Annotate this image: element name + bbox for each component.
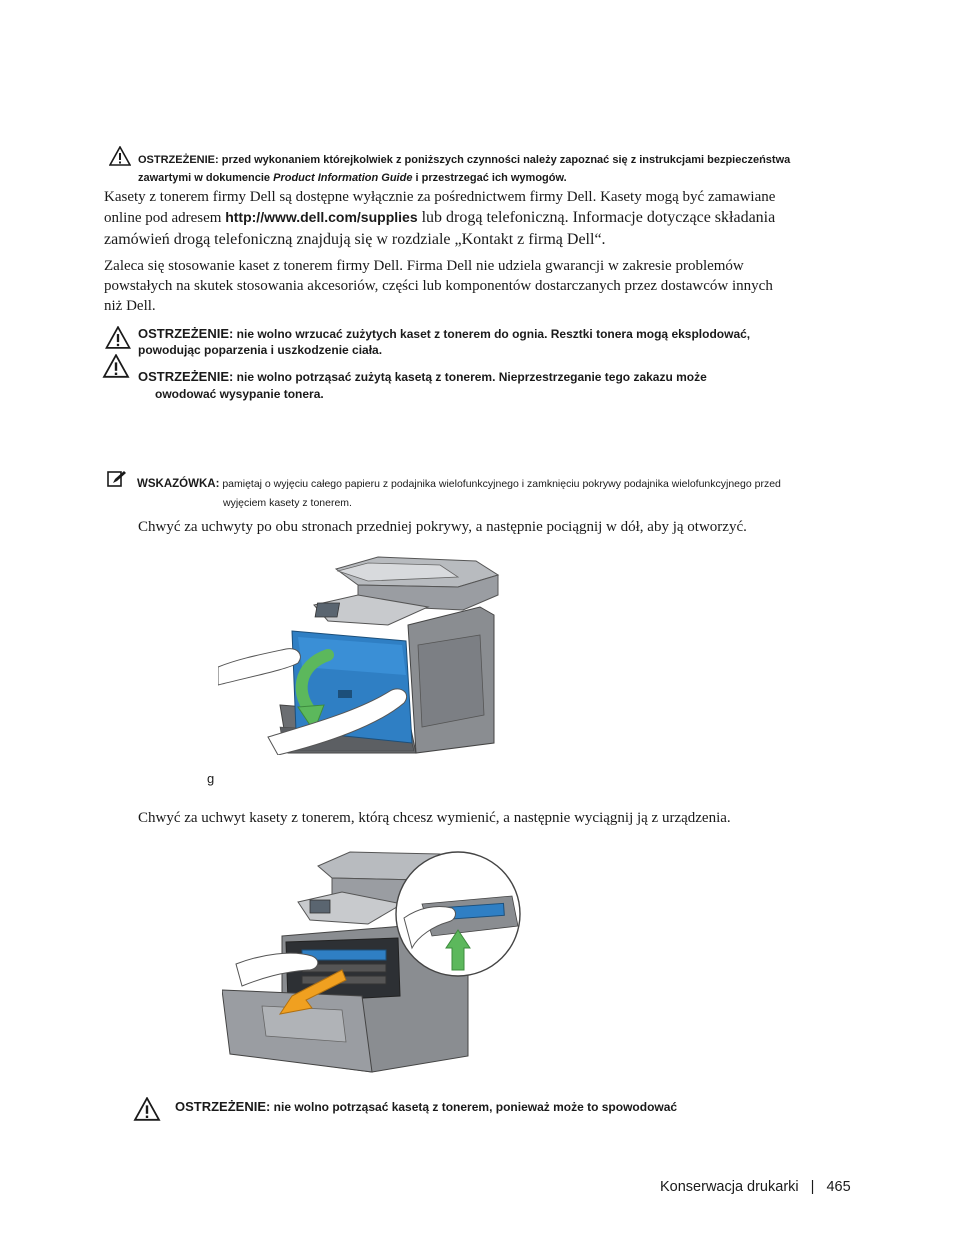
page-footer [660, 1177, 851, 1197]
warning-triangle-icon [105, 326, 131, 349]
warning-3-line-2: owodować wysypanie tonera. [155, 387, 324, 401]
warning-triangle-icon [133, 1097, 161, 1121]
supplies-link[interactable]: http://www.dell.com/supplies [225, 209, 418, 225]
paragraph-text: online pod adresem [104, 210, 226, 226]
figure-1-caption: g [207, 771, 215, 786]
warning-text: i przestrzegać ich wymogów. [412, 172, 567, 184]
warning-text: zawartymi w dokumencie [138, 172, 274, 184]
warning-label: OSTRZEŻENIE: [138, 369, 234, 384]
paragraph-2-line-1: Zaleca się stosowanie kaset z tonerem firmy Dell. Firma Dell nie udziela gwarancji w zakresie problemów [104, 258, 744, 274]
printer-remove-toner-illustration [222, 846, 522, 1076]
warning-2-line-2: powodując poparzenia i uszkodzenie ciała. [138, 343, 383, 357]
warning-triangle-icon [109, 146, 131, 166]
footer-page-number: 465 [826, 1179, 851, 1195]
warning-triangle-icon [102, 354, 130, 378]
paragraph-text: lub drogą telefoniczną. Informacje dotyczące składania [417, 209, 776, 226]
warning-label: OSTRZEŻENIE: [138, 154, 219, 166]
warning-1 [138, 151, 898, 169]
note-label: WSKAZÓWKA: [137, 478, 220, 490]
note-pencil-icon [107, 470, 127, 488]
footer-separator: | [810, 1179, 815, 1195]
printer-open-cover-illustration [218, 555, 503, 755]
paragraph-2-line-3: niż Dell. [104, 298, 156, 314]
warning-3 [138, 368, 898, 386]
warning-2 [138, 325, 898, 343]
paragraph-1-line-1: Kasety z tonerem firmy Dell są dostępne wyłącznie za pośrednictwem firmy Dell. Kasety mogą być zamawiane [104, 189, 776, 205]
note-line-2: wyjęciem kasety z tonerem. [223, 497, 352, 509]
warning-label: OSTRZEŻENIE: [175, 1099, 271, 1114]
warning-4 [175, 1098, 875, 1116]
paragraph-2-line-2: powstałych na skutek stosowania akcesoriów, części lub komponentów dostarczanych przez dostawców innych [104, 278, 773, 294]
footer-section-title: Konserwacja drukarki [660, 1179, 799, 1195]
warning-1-line-2 [138, 169, 898, 187]
warning-text: nie wolno potrząsać kasetą z tonerem, ponieważ może to spowodować [270, 1100, 678, 1114]
step-2-text: Chwyć za uchwyt kasety z tonerem, którą chcesz wymienić, a następnie wyciągnij ją z urządzenia. [138, 810, 731, 826]
paragraph-1-line-2 [104, 207, 884, 229]
note [137, 476, 897, 492]
guide-title: Product Information Guide [273, 172, 413, 184]
warning-text: nie wolno wrzucać zużytych kaset z tonerem do ognia. Resztki tonera mogą eksplodować, [233, 327, 751, 341]
warning-text: przed wykonaniem którejkolwiek z poniższych czynności należy zapoznać się z instrukcjami bezpieczeństwa [218, 154, 791, 166]
step-1-text: Chwyć za uchwyty po obu stronach przedniej pokrywy, a następnie pociągnij w dół, aby ją otworzyć. [138, 519, 747, 535]
warning-label: OSTRZEŻENIE: [138, 326, 234, 341]
warning-text: nie wolno potrząsać zużytą kasetą z tonerem. Nieprzestrzeganie tego zakazu może [233, 370, 707, 384]
note-text: pamiętaj o wyjęciu całego papieru z podajnika wielofunkcyjnego i zamknięciu pokrywy podajnika wielofunkcyjnego przed [219, 478, 781, 490]
paragraph-1-line-3: zamówień drogą telefoniczną znajdują się w rozdziale „Kontakt z firmą Dell“. [104, 231, 606, 248]
